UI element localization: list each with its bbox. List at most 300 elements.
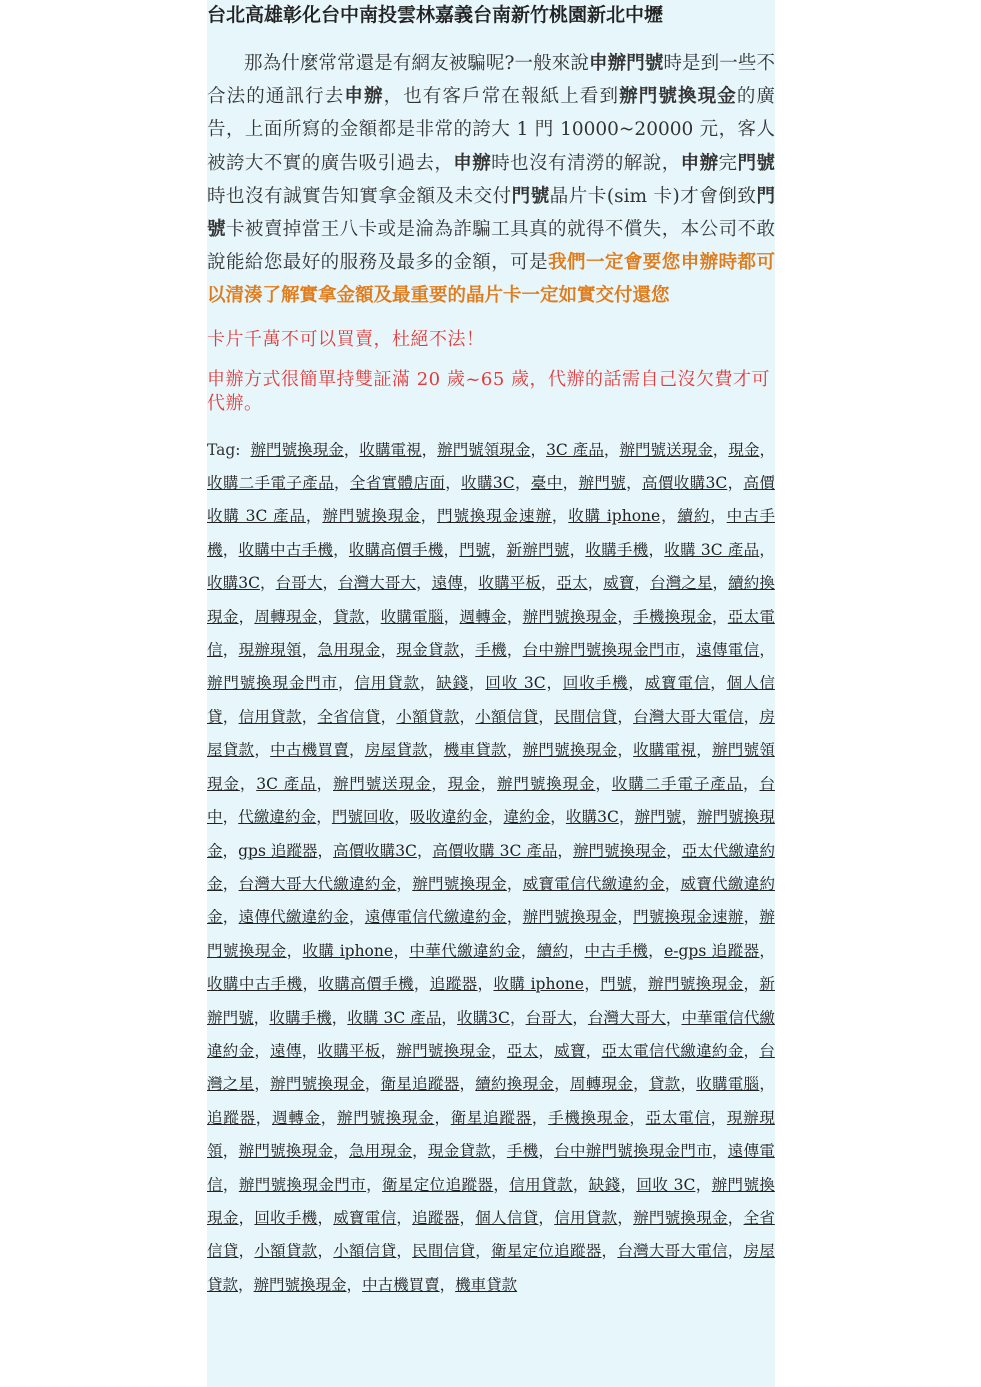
tag-link[interactable]: 收購中古手機 [207, 975, 303, 994]
tag-separator: ， [603, 440, 620, 459]
tag-separator: ， [380, 707, 397, 726]
tag-separator: ， [530, 440, 547, 459]
tag-separator: ， [320, 1108, 337, 1127]
tag-link[interactable]: 門號換現金速辦 [437, 507, 552, 526]
tag-separator: ， [301, 1041, 318, 1060]
tag-link[interactable]: 威寶電信代繳違約金 [522, 874, 665, 893]
tag-separator: ， [222, 908, 239, 927]
tag-separator: ， [545, 674, 563, 693]
tag-separator: ， [617, 707, 634, 726]
tag-separator: ， [695, 1175, 712, 1194]
tag-link[interactable]: 遠傳 [270, 1041, 302, 1060]
tag-link[interactable]: 高價收購3C [333, 841, 417, 860]
tag-link[interactable]: 個人信貸 [207, 674, 775, 726]
tag-separator: ， [431, 774, 448, 793]
tag-separator: ， [666, 841, 682, 860]
tag-separator: ， [349, 741, 365, 760]
tag-link[interactable]: 中華代繳違約金 [409, 941, 521, 960]
tag-link[interactable]: 房屋貸款 [364, 741, 428, 760]
tag-link[interactable]: 手機換現金 [633, 607, 712, 626]
tag-separator: ， [239, 774, 257, 793]
tag-link[interactable]: 台灣之星 [650, 574, 713, 593]
tag-link[interactable]: 收購電視 [359, 440, 422, 459]
tag-separator: ， [491, 1041, 507, 1060]
tag-link[interactable]: 台哥大 [275, 574, 323, 593]
tag-separator: ， [480, 774, 498, 793]
tag-separator: ， [421, 440, 438, 459]
tag-link[interactable]: 收購手機 [269, 1008, 332, 1027]
tag-link[interactable]: 收購電視 [633, 741, 697, 760]
tag-link[interactable]: 台灣大哥大 [338, 574, 417, 593]
tag-separator: ， [743, 774, 760, 793]
tag-link[interactable]: 台中辦門號換現金門市 [522, 641, 681, 660]
tag-link[interactable]: 遠傳代繳違約金 [238, 908, 350, 927]
tag-separator: ， [333, 540, 349, 559]
tag-link[interactable]: gps 追蹤器 [238, 841, 318, 860]
tag-separator: ， [238, 1208, 255, 1227]
tag-link[interactable]: 門號回收 [331, 808, 395, 827]
notice-no-trading: 卡片千萬不可以買賣，杜絕不法！ [207, 328, 485, 350]
tag-separator: ， [620, 1175, 637, 1194]
tag-link[interactable]: 威寶代繳違約金 [207, 874, 775, 927]
tag-link[interactable]: 中古手機 [207, 507, 775, 559]
tag-link[interactable]: 威寶 [603, 574, 635, 593]
tag-link[interactable]: 收購電腦 [696, 1075, 760, 1094]
tag-link[interactable]: 回收 3C [485, 674, 546, 693]
tag-link[interactable]: 中華電信代繳違約金 [207, 1008, 775, 1060]
tag-link[interactable]: 收購平板 [478, 574, 541, 593]
tag-separator: ， [317, 1242, 334, 1261]
tag-link[interactable]: 威寶電信 [644, 674, 711, 693]
intro-bold: 申辦門號 [589, 53, 664, 74]
tag-link[interactable]: 辦門號換現金 [207, 808, 775, 860]
tag-link[interactable]: 缺錢 [436, 674, 469, 693]
tag-separator: ， [617, 908, 634, 927]
tag-separator: ， [475, 1242, 492, 1261]
intro-text: ，也有客戶常在報紙上看到 [383, 86, 620, 108]
tag-link[interactable]: 辦門號換現金 [412, 874, 507, 893]
tag-link[interactable]: 遠傳電信代繳違約金 [364, 908, 507, 927]
tag-separator: ， [727, 1242, 744, 1261]
tag-link[interactable]: 週轉金 [271, 1108, 321, 1127]
tag-separator: ， [380, 1041, 397, 1060]
tag-separator: ， [506, 641, 523, 660]
tag-separator: ， [569, 540, 586, 559]
tag-link[interactable]: 信用貸款 [354, 674, 420, 693]
tag-separator: ， [568, 941, 585, 960]
tag-link[interactable]: 辦門號領現金 [437, 440, 531, 459]
tag-link[interactable]: 收購3C [461, 474, 515, 493]
tag-separator: ， [445, 474, 462, 493]
tag-link[interactable]: 遠傳電信 [207, 1142, 775, 1194]
tag-link[interactable]: 新辦門號 [506, 540, 570, 559]
tag-link[interactable]: 回收手機 [254, 1208, 318, 1227]
tag-link[interactable]: 收購3C [207, 574, 260, 593]
tag-link[interactable]: 辦門號換現金 [270, 1075, 365, 1094]
tag-link[interactable]: 現金 [728, 440, 760, 459]
tag-link[interactable]: 周轉現金 [254, 607, 318, 626]
tag-link[interactable]: 中古機買賣 [362, 1275, 440, 1294]
tag-link[interactable]: 違約金 [503, 808, 551, 827]
tag-separator: ， [759, 440, 775, 459]
tag-separator: ， [681, 808, 697, 827]
tag-link[interactable]: 現金 [447, 774, 481, 793]
tag-separator: ， [222, 808, 239, 827]
tag-link[interactable]: 新辦門號 [207, 975, 775, 1027]
tag-link[interactable]: 辦門號換現金 [633, 1208, 728, 1227]
tag-link[interactable]: 威寶 [554, 1041, 586, 1060]
tag-link[interactable]: 衛星追蹤器 [380, 1075, 460, 1094]
tag-link[interactable]: 臺中 [530, 474, 563, 493]
tag-link[interactable]: 手機 [506, 1142, 539, 1161]
tag-link[interactable]: 收購 3C 產品 [347, 1008, 442, 1027]
tag-separator: ， [587, 574, 604, 593]
tag-link[interactable]: 威寶電信 [333, 1208, 397, 1227]
tag-separator: ， [462, 574, 479, 593]
tag-separator: ， [743, 908, 760, 927]
tag-link[interactable]: 辦門號換現金 [572, 841, 667, 860]
tag-link[interactable]: 追蹤器 [429, 975, 478, 994]
tag-link[interactable]: 辦門號換現金 [238, 1142, 334, 1161]
tag-link[interactable]: 辦門號換現金 [522, 741, 618, 760]
tag-link[interactable]: 貸款 [648, 1075, 681, 1094]
tag-separator: ， [583, 975, 601, 994]
tag-separator: ， [396, 1208, 413, 1227]
tag-separator: ， [413, 975, 430, 994]
tag-separator: ， [380, 641, 397, 660]
tag-separator: ， [317, 1208, 334, 1227]
tag-link[interactable]: 收購3C [565, 808, 619, 827]
tag-separator: ， [394, 808, 410, 827]
tag-link[interactable]: 辦門號換現金 [497, 774, 596, 793]
tag-link[interactable]: 回收手機 [562, 674, 629, 693]
tag-link[interactable]: 衛星追蹤器 [450, 1108, 532, 1127]
tag-link[interactable]: 中古手機 [584, 941, 649, 960]
tag-link[interactable]: 辦門號送現金 [332, 774, 432, 793]
tag-link[interactable]: 台中 [207, 774, 775, 827]
tag-link[interactable]: 辦門號換現金 [207, 908, 775, 960]
tag-link[interactable]: 續約換現金 [207, 574, 775, 626]
tag-link[interactable]: 收購二手電子產品 [207, 474, 335, 493]
tag-link[interactable]: 收購二手電子產品 [611, 774, 744, 793]
tag-link[interactable]: 3C 產品 [546, 440, 604, 459]
tag-link[interactable]: 收購 iphone [493, 975, 584, 994]
tag-separator: ， [506, 874, 523, 893]
tag-separator: ， [712, 440, 729, 459]
intro-text: 時是到一些不合法的通訊行去 [207, 53, 775, 108]
tag-link[interactable]: 遠傳 [431, 574, 463, 593]
tag-link[interactable]: 收購 iphone [302, 941, 394, 960]
tag-link[interactable]: 辦門號 [578, 474, 627, 493]
tag-separator: ， [301, 641, 318, 660]
intro-bold: 申辦 [453, 152, 492, 174]
tag-separator: ， [222, 540, 239, 559]
tag-link[interactable]: 小額貸款 [254, 1242, 318, 1261]
tag-link[interactable]: 回收 3C [636, 1175, 696, 1194]
tag-link[interactable]: 續約 [677, 507, 711, 526]
tag-separator: ， [412, 1142, 428, 1161]
intro-text: 卡被賣掉當王八卡或是淪為詐騙工具真的就得不償失，本公司不敢說能給您最好的服務及最多的金額，可是 [207, 219, 775, 274]
tag-link[interactable]: 機車貸款 [443, 741, 507, 760]
tag-link[interactable]: 代繳違約金 [238, 808, 317, 827]
tag-link[interactable]: 門號換現金速辦 [633, 908, 744, 927]
tag-separator: ， [696, 741, 712, 760]
tag-separator: ， [759, 641, 775, 660]
tag-separator: ， [538, 1142, 555, 1161]
tag-separator: ， [459, 707, 476, 726]
tag-link[interactable]: 收購平板 [317, 1041, 381, 1060]
intro-text: 時也沒有清澇的解說， [491, 152, 681, 174]
region-header: 台北高雄彰化台中南投雲林嘉義台南新竹桃園新北中壢 [207, 4, 664, 26]
tag-link[interactable]: 亞太電信 [645, 1108, 711, 1127]
tag-separator: ， [601, 1242, 618, 1261]
intro-text: 的廣告，上面所寫的金額都是非常的誇大 1 門 10000~20000 元，客人被誇大不實的廣告吸引過去， [207, 86, 775, 174]
tag-link[interactable]: 辦門號換現金 [522, 607, 618, 626]
tag-link[interactable]: 收購 iphone [568, 507, 661, 526]
tag-separator: ， [443, 607, 460, 626]
tag-separator: ， [366, 1175, 382, 1194]
tag-link[interactable]: 收購 3C 產品 [664, 540, 760, 559]
tag-separator: ， [238, 1275, 254, 1294]
intro-paragraph [207, 47, 775, 313]
tag-link[interactable]: 信用貸款 [554, 1208, 618, 1227]
tag-separator: ， [253, 1008, 270, 1027]
tag-separator: ， [617, 1208, 634, 1227]
tag-link[interactable]: 台哥大 [525, 1008, 573, 1027]
tag-separator: ， [509, 1008, 526, 1027]
tag-separator: ， [331, 1008, 348, 1027]
tag-separator: ， [628, 674, 645, 693]
tag-separator: ， [254, 741, 271, 760]
tag-link[interactable]: 亞太代繳違約金 [207, 841, 775, 893]
tag-separator: ， [416, 574, 432, 593]
tag-separator: ， [301, 707, 318, 726]
tag-separator: ， [416, 841, 433, 860]
tag-link[interactable]: 缺錢 [588, 1175, 621, 1194]
tag-separator: ， [316, 808, 332, 827]
tag-separator: ， [572, 1175, 589, 1194]
tag-separator: ， [259, 574, 276, 593]
tag-separator: ， [634, 574, 651, 593]
tag-separator: ， [617, 607, 634, 626]
tag-link[interactable]: 收購3C [457, 1008, 510, 1027]
tag-link[interactable]: 辦門號換現金 [522, 908, 618, 927]
tag-separator: ， [302, 975, 319, 994]
tag-separator: ， [222, 707, 239, 726]
tag-separator: ， [727, 1208, 744, 1227]
tag-separator: ， [618, 808, 635, 827]
tag-link[interactable]: 台灣大哥大電信 [633, 707, 744, 726]
tag-separator: ， [557, 841, 573, 860]
tag-link[interactable]: 辦門號換現金 [396, 1041, 492, 1060]
intro-bold: 辦門號換現金 [619, 86, 737, 108]
tag-link[interactable]: 辦門號換現金 [250, 440, 344, 459]
tag-link[interactable]: 週轉金 [459, 607, 507, 626]
tag-separator: ， [538, 1208, 555, 1227]
tag-separator: ， [441, 1008, 457, 1027]
tag-separator: ， [550, 808, 566, 827]
tag-link[interactable]: e-gps 追蹤器 [664, 941, 760, 960]
tag-separator: ， [490, 540, 507, 559]
tag-link[interactable]: 台灣大哥大電信 [617, 1242, 728, 1261]
tag-link[interactable]: 中古機買賣 [270, 741, 350, 760]
tag-separator: ， [468, 674, 486, 693]
tag-separator: ， [222, 1142, 239, 1161]
tag-link[interactable]: 亞太 [556, 574, 588, 593]
tag-separator: ， [680, 1075, 697, 1094]
tag-link[interactable]: 衛星定位追蹤器 [491, 1242, 602, 1261]
tag-separator: ， [712, 607, 728, 626]
tag-link[interactable]: 3C 產品 [256, 774, 317, 793]
tag-separator: ， [254, 1041, 271, 1060]
tag-link[interactable]: 手機換現金 [548, 1108, 630, 1127]
tag-link[interactable]: 收購電腦 [380, 607, 444, 626]
tag-separator: ， [459, 1075, 476, 1094]
tag-link[interactable]: 續約換現金 [475, 1075, 555, 1094]
notice-application: 申辦方式很簡單持雙証滿 20 歲~65 歲，代辦的話需自己沒欠費才可代辦。 [207, 368, 771, 414]
tag-separator: ， [710, 1108, 727, 1127]
tag-separator: ， [286, 941, 303, 960]
tag-link[interactable]: 台灣之星 [207, 1041, 775, 1094]
tag-link[interactable]: 辦門號換現金門市 [207, 674, 338, 693]
tag-separator: ， [531, 1108, 549, 1127]
tag-link[interactable]: 手機 [475, 641, 507, 660]
tag-separator: ， [343, 440, 360, 459]
tag-link[interactable]: 衛星定位追蹤器 [381, 1175, 494, 1194]
tag-link[interactable]: 現辦現領 [238, 641, 302, 660]
tag-link[interactable]: 台灣大哥大 [587, 1008, 666, 1027]
tag-separator: ， [238, 1242, 255, 1261]
tag-link[interactable]: 個人信貸 [475, 1208, 539, 1227]
tag-separator: ， [493, 1175, 510, 1194]
tag-separator: ， [595, 774, 612, 793]
tag-separator: ， [487, 808, 504, 827]
tag-link[interactable]: 機車貸款 [455, 1275, 518, 1294]
tag-link[interactable]: 急用現金 [317, 641, 381, 660]
intro-highlight: 我們一定會要您申辦時都可以清湊了解實拿金額及最重要的晶片卡一定如實交付還您 [207, 252, 775, 307]
tag-separator: ， [743, 1041, 760, 1060]
tag-link[interactable]: 辦門號換現金 [336, 1108, 435, 1127]
tag-separator: ， [538, 1041, 555, 1060]
tag-link[interactable]: 房屋貸款 [207, 1242, 775, 1294]
tag-separator: ， [551, 507, 569, 526]
tag-link[interactable]: 亞太電信 [207, 607, 775, 660]
tag-separator: ， [712, 574, 729, 593]
tag-link[interactable]: 辦門號送現金 [619, 440, 713, 459]
tag-separator: ， [506, 607, 523, 626]
tag-separator: ， [743, 975, 760, 994]
tag-link[interactable]: 收購手機 [585, 540, 649, 559]
tag-separator: ， [305, 507, 323, 526]
tag-link[interactable]: 遠傳電信 [696, 641, 760, 660]
tag-link[interactable]: 小額信貸 [333, 1242, 397, 1261]
tag-link[interactable]: 高價收購 3C 產品 [432, 841, 558, 860]
tag-separator: ， [333, 1142, 350, 1161]
tag-link[interactable]: 現辦現領 [207, 1108, 775, 1161]
tag-link[interactable]: 房屋貸款 [207, 707, 775, 760]
tag-link[interactable]: 現金貸款 [427, 1142, 492, 1161]
tag-separator: ， [427, 741, 444, 760]
tag-link[interactable]: 亞太 [506, 1041, 539, 1060]
tag-separator: ， [759, 1075, 775, 1094]
intro-text: 晶片卡(sim 卡)才會倒致 [549, 185, 757, 207]
tag-link[interactable]: 辦門號換現金 [253, 1275, 347, 1294]
tag-link[interactable]: 高價收購 3C 產品 [207, 474, 775, 526]
tag-link[interactable]: 門號 [459, 540, 491, 559]
tag-separator: ， [222, 641, 239, 660]
tag-link[interactable]: 續約 [536, 941, 569, 960]
tag-link[interactable]: 追蹤器 [412, 1208, 460, 1227]
tag-link[interactable]: 民間信貸 [412, 1242, 476, 1261]
tag-link[interactable]: 門號 [600, 975, 633, 994]
tag-link[interactable]: 現金貸款 [396, 641, 460, 660]
tag-separator: ， [572, 1008, 588, 1027]
intro-text: 完 [718, 152, 738, 174]
tag-separator: ， [322, 574, 339, 593]
tag-link[interactable]: 信用貸款 [509, 1175, 573, 1194]
tag-link[interactable]: 辦門號換現金 [322, 507, 421, 526]
tag-separator: ， [743, 707, 760, 726]
tag-link[interactable]: 小額貸款 [396, 707, 460, 726]
tag-link[interactable]: 全省信貸 [317, 707, 381, 726]
tag-separator: ， [346, 1275, 363, 1294]
tag-link[interactable]: 收購中古手機 [238, 540, 334, 559]
tag-link[interactable]: 收購高價手機 [318, 975, 414, 994]
tag-separator: ， [238, 607, 255, 626]
tag-link[interactable]: 貸款 [333, 607, 365, 626]
tag-link[interactable]: 高價收購3C [642, 474, 728, 493]
tag-link[interactable]: 全省信貸 [207, 1208, 775, 1261]
tag-separator: ， [439, 1275, 456, 1294]
tag-list [207, 434, 775, 1303]
tag-link[interactable]: 亞太電信代繳違約金 [601, 1041, 744, 1060]
tag-link[interactable]: 辦門號領現金 [207, 741, 775, 793]
tag-link[interactable]: 收購高價手機 [348, 540, 444, 559]
tag-separator: ， [443, 540, 460, 559]
tag-label: Tag: [207, 440, 241, 459]
tag-link[interactable]: 辦門號換現金 [207, 1175, 775, 1227]
tag-separator: ， [632, 975, 649, 994]
tag-link[interactable]: 追蹤器 [207, 1108, 256, 1127]
tag-separator: ， [710, 507, 727, 526]
tag-link[interactable]: 信用貸款 [238, 707, 302, 726]
intro-bold: 門號 [737, 152, 775, 174]
tag-link[interactable]: 辦門號換現金門市 [238, 1175, 367, 1194]
tag-separator: ， [648, 540, 665, 559]
tag-separator: ， [396, 1242, 413, 1261]
tag-separator: ， [648, 941, 665, 960]
tag-link[interactable]: 急用現金 [349, 1142, 413, 1161]
tag-link[interactable]: 台中辦門號換現金門市 [554, 1142, 712, 1161]
tag-link[interactable]: 辦門號 [634, 808, 682, 827]
tag-link[interactable]: 吸收違約金 [409, 808, 488, 827]
tag-separator: ， [759, 941, 775, 960]
tag-separator: ， [316, 774, 333, 793]
tag-link[interactable]: 辦門號換現金 [648, 975, 744, 994]
tag-separator: ， [633, 1075, 649, 1094]
tag-separator: ， [393, 941, 410, 960]
intro-bold: 申辦 [680, 152, 719, 174]
tag-link[interactable]: 小額信貸 [475, 707, 539, 726]
tag-link[interactable]: 台灣大哥大代繳違約金 [238, 874, 397, 893]
tag-link[interactable]: 民間信貸 [554, 707, 618, 726]
tag-link[interactable]: 周轉現金 [569, 1075, 634, 1094]
tag-link[interactable]: 全省實體店面 [349, 474, 446, 493]
tag-separator: ， [660, 507, 678, 526]
tag-separator: ， [434, 1108, 451, 1127]
tag-separator: ， [585, 1041, 602, 1060]
tag-separator: ， [506, 908, 523, 927]
